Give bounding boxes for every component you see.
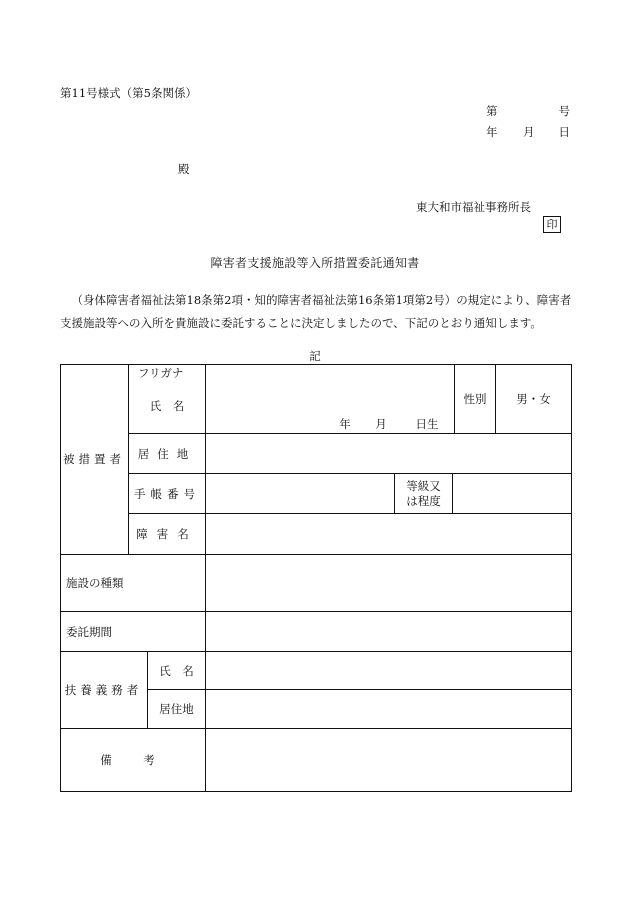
grade-label [395,474,452,513]
handbook-number-label: 手帳番号 [134,486,200,501]
sender-name: 東大和市福祉事務所長 [416,200,531,214]
measured-person-label: 被措置者 [63,452,125,466]
number-prefix: 第 [486,104,498,118]
gender-label: 性別 [463,391,487,406]
addressee-honorific: 殿 [178,162,190,176]
table-border-bottom [60,791,572,792]
document-title: 障害者支援施設等入所措置委託通知書 [210,256,420,270]
row-rule [147,689,572,690]
furigana-label: フリガナ [138,366,184,380]
notice-table [60,364,572,792]
date-month: 月 [523,125,535,139]
remarks-label: 備 考 [100,753,165,767]
form-number-label: 第11号様式（第5条関係） [60,86,197,100]
supporter-name-label: 氏 名 [159,663,194,678]
number-suffix: 号 [558,104,570,118]
birth-month-label: 月 [375,417,387,431]
date-year: 年 [486,125,498,139]
seal-mark: 印 [543,216,561,233]
birth-day-label: 日生 [415,417,439,431]
supporter-label: 扶養義務者 [64,683,143,697]
grade-label-line2: は程度 [406,493,441,508]
birth-year-label: 年 [339,417,351,431]
facility-type-label: 施設の種類 [66,576,124,590]
residence-value-cell [206,434,571,473]
name-label: 氏 名 [149,399,185,413]
col-rule [452,474,453,514]
gender-options: 男・女 [516,391,551,406]
disability-name-label: 障害名 [136,527,198,541]
ki-heading: 記 [309,349,321,363]
consign-period-label: 委託期間 [66,624,112,639]
date-day: 日 [558,125,570,139]
residence-label: 居住地 [137,446,197,461]
notice-body-text: （身体障害者福祉法第18条第2項・知的障害者福祉法第16条第1項第2号）の規定により、障害者支援施設等への入所を貴施設に委託することに決定しましたので、下記のとおり通知します。 [60,293,572,330]
supporter-residence-label: 居住地 [159,702,194,716]
grade-label-line1: 等級又 [406,478,441,493]
